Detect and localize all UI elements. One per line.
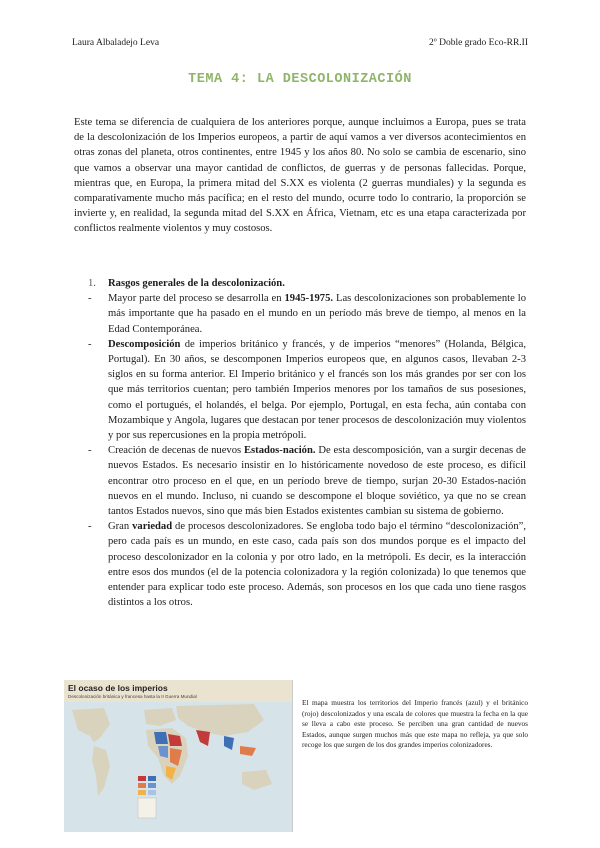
intro-paragraph: Este tema se diferencia de cualquiera de los anteriores porque, aunque incluimos a Europa, pues se trata de la descolonización de los Imperios europeos, a partir de aquí vamos a ver diversos acontecimientos en otras zonas del planeta, otros continentes, entre 1945 y los años 80. No solo se cambia de escenario, sino que vamos a observar una mayor cantidad de conflictos, de guerras y de personas fallecidas. Porque, mientras que, en Europa, la primera mitad del S.XX es violenta (2 guerras mundiales) y la segunda es comparativamente mucho más pacífica; en el resto del mundo, ocurre todo lo contrario, la proporción se invierte y, en realidad, la segunda mitad del S.XX en África, Vietnam, etc es una etapa caracterizada por conflictos realmente violentos y muy costosos. <box>74 117 526 235</box>
list-item <box>74 291 526 337</box>
bullet-text: Mayor parte del proceso se desarrolla en 1945-1975. Las descolonizaciones son probablemente lo más importante que ha pasado en el mundo en un período más breve de tiempo, al menos en la Edad Contemporánea. <box>108 293 526 335</box>
section-number: 1. <box>88 278 96 289</box>
map-subtitle: Descolonización británica y francesa hasta la II Guerra Mundial <box>68 694 197 699</box>
section-1 <box>74 276 526 610</box>
bullet-text: Creación de decenas de nuevos Estados-nación. De esta descomposición, van a surgir decenas de nuevos Estados. Es necesario insistir en lo históricamente novedoso de este proceso, es difícil encontrar otro proceso en el que, en un período breve de tiempo, surjan 20-30 Estados-nación nuevos en el mundo. Incluso, ni cuando se descompone el bloque soviético, ya que no se crean tantos Estados nuevos, sino que más bien Estados existentes cambian su sistema de gobierno. <box>108 445 527 518</box>
list-item <box>74 443 526 519</box>
author-name: Laura Albaladejo Leva <box>72 38 160 48</box>
decolonization-map <box>64 680 293 832</box>
dash-marker: - <box>88 445 92 457</box>
list-item <box>74 519 526 610</box>
bullet-text: Descomposición de imperios británico y francés, y de imperios “menores” (Holanda, Bélgica, Portugal). En 30 años, se descomponen Imperios europeos que, en algunos casos, llevaban 2-3 siglos en su forma anterior. El Imperio británico y el francés son los más grandes por ser con los que más territorios cuentan; pero también Imperios menores por los tamaños de sus posesiones, como el portugués, el holandés, el belga. Por ejemplo, Portugal, en esta fecha, aún contaba con Mozambique y Angola, lugares que destacan por tener procesos de descolonización muy violentos y por sus repercusiones en la propia metrópoli. <box>108 338 526 442</box>
document-title: TEMA 4: LA DESCOLONIZACIÓN <box>188 72 412 87</box>
bullet-text: Gran variedad de procesos descolonizadores. Se engloba todo bajo el término “descolonización”, pero cada país es un mundo, en este caso, cada país son dos mundos porque es el impacto del proceso descolonizador en la colonia y por otro lado, en la metrópoli. Es decir, es la interacción entre esos dos mundos (el de la potencia colonizadora y la región colonizada) lo que tenemos que entender para explicar todo este proceso. Además, son procesos en los que cada uno tiene rasgos distintos a los otros. <box>108 521 526 609</box>
dash-marker: - <box>88 293 92 305</box>
list-item <box>74 337 526 443</box>
course-name: 2º Doble grado Eco-RR.II <box>429 38 528 48</box>
map-caption: El mapa muestra los territorios del Imperio francés (azul) y el británico (rojo) descolonizados y una escala de colores que muestra la fecha en la que se lleva a cabo este proceso. Se perciben una gran cantidad de nuevos Estados, aunque surgen muchos más que este mapa no refleja, ya que solo recoge los que surgen de los dos grandes imperios colonizadores. <box>302 698 528 750</box>
world-map-graphic <box>64 680 292 832</box>
section-heading <box>74 276 526 291</box>
section-heading-text: Rasgos generales de la descolonización. <box>108 278 285 289</box>
map-title: El ocaso de los imperios <box>68 683 168 693</box>
dash-marker: - <box>88 338 92 350</box>
dash-marker: - <box>88 521 92 533</box>
bullet-list <box>74 291 526 610</box>
page-header <box>72 38 528 52</box>
